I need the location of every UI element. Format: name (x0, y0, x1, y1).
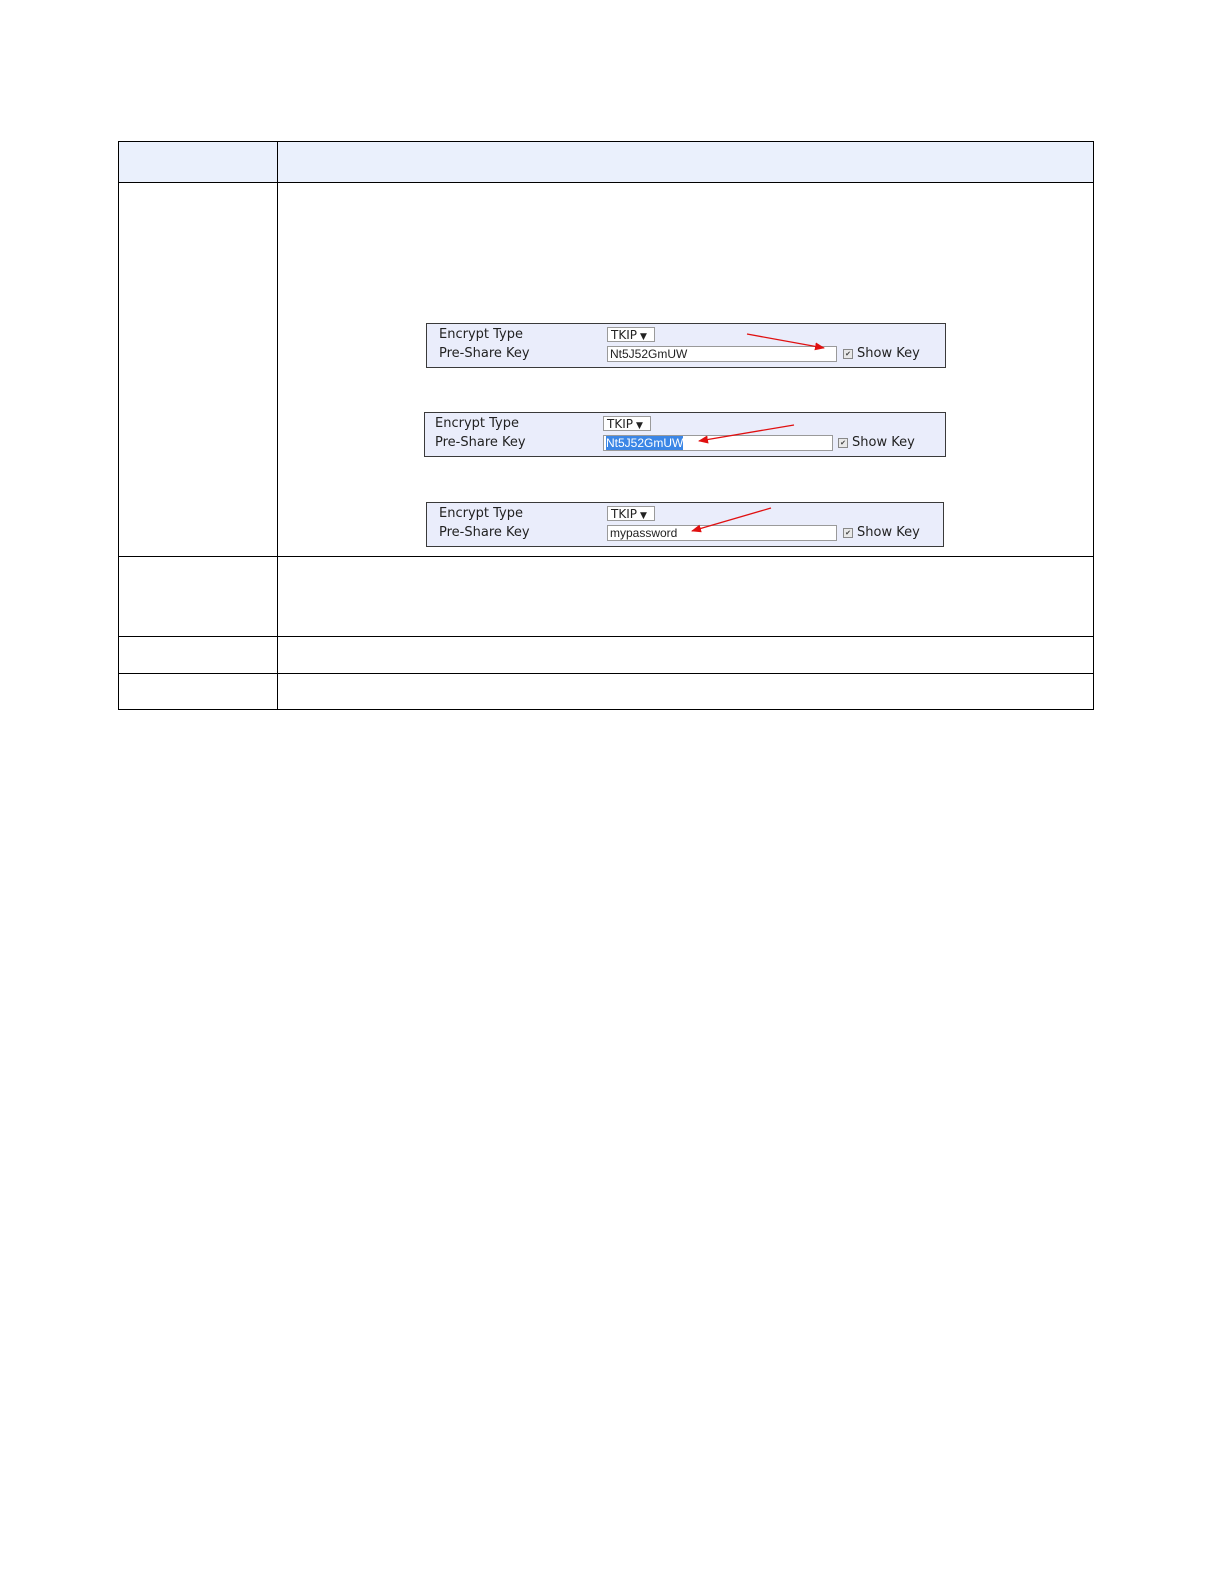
show-key-label: Show Key (852, 435, 915, 450)
table-cell-description (278, 557, 1094, 637)
dropdown-arrow-icon: ▼ (639, 332, 647, 342)
table-header-row (119, 142, 1094, 183)
table-row (119, 183, 1094, 557)
pre-share-key-value: Nt5J52GmUW (610, 347, 688, 361)
table-cell-description (278, 183, 1094, 557)
encrypt-type-label: Encrypt Type (435, 416, 519, 431)
screenshot-area (278, 183, 1093, 556)
pre-share-key-label: Pre-Share Key (435, 435, 526, 450)
encrypt-type-value: TKIP (607, 417, 633, 431)
annotation-arrows (278, 183, 1093, 556)
table-cell-description (278, 674, 1094, 710)
show-key-checkbox[interactable]: ✔ (843, 528, 853, 538)
table-row (119, 637, 1094, 674)
table-row (119, 557, 1094, 637)
table-cell-label (119, 183, 278, 557)
parameter-table (118, 141, 1094, 710)
show-key-label: Show Key (857, 525, 920, 540)
pre-share-key-label: Pre-Share Key (439, 346, 530, 361)
table-header-cell (119, 142, 278, 183)
pre-share-key-label: Pre-Share Key (439, 525, 530, 540)
red-arrow-icon (699, 425, 794, 441)
table-cell-description (278, 637, 1094, 674)
table-header-cell (278, 142, 1094, 183)
pre-share-key-value: mypassword (610, 526, 678, 540)
dropdown-arrow-icon: ▼ (635, 421, 643, 431)
show-key-label: Show Key (857, 346, 920, 361)
show-key-checkbox[interactable]: ✔ (843, 349, 853, 359)
table-row (119, 674, 1094, 710)
encrypt-type-value: TKIP (611, 328, 637, 342)
encrypt-type-label: Encrypt Type (439, 327, 523, 342)
table-cell-label (119, 674, 278, 710)
dropdown-arrow-icon: ▼ (639, 511, 647, 521)
table-cell-label (119, 557, 278, 637)
pre-share-key-value-selected: Nt5J52GmUW (606, 436, 684, 450)
encrypt-type-value: TKIP (611, 507, 637, 521)
table-cell-label (119, 637, 278, 674)
red-arrow-icon (747, 334, 824, 348)
show-key-checkbox[interactable]: ✔ (838, 438, 848, 448)
red-arrow-icon (692, 508, 771, 531)
encrypt-type-label: Encrypt Type (439, 506, 523, 521)
